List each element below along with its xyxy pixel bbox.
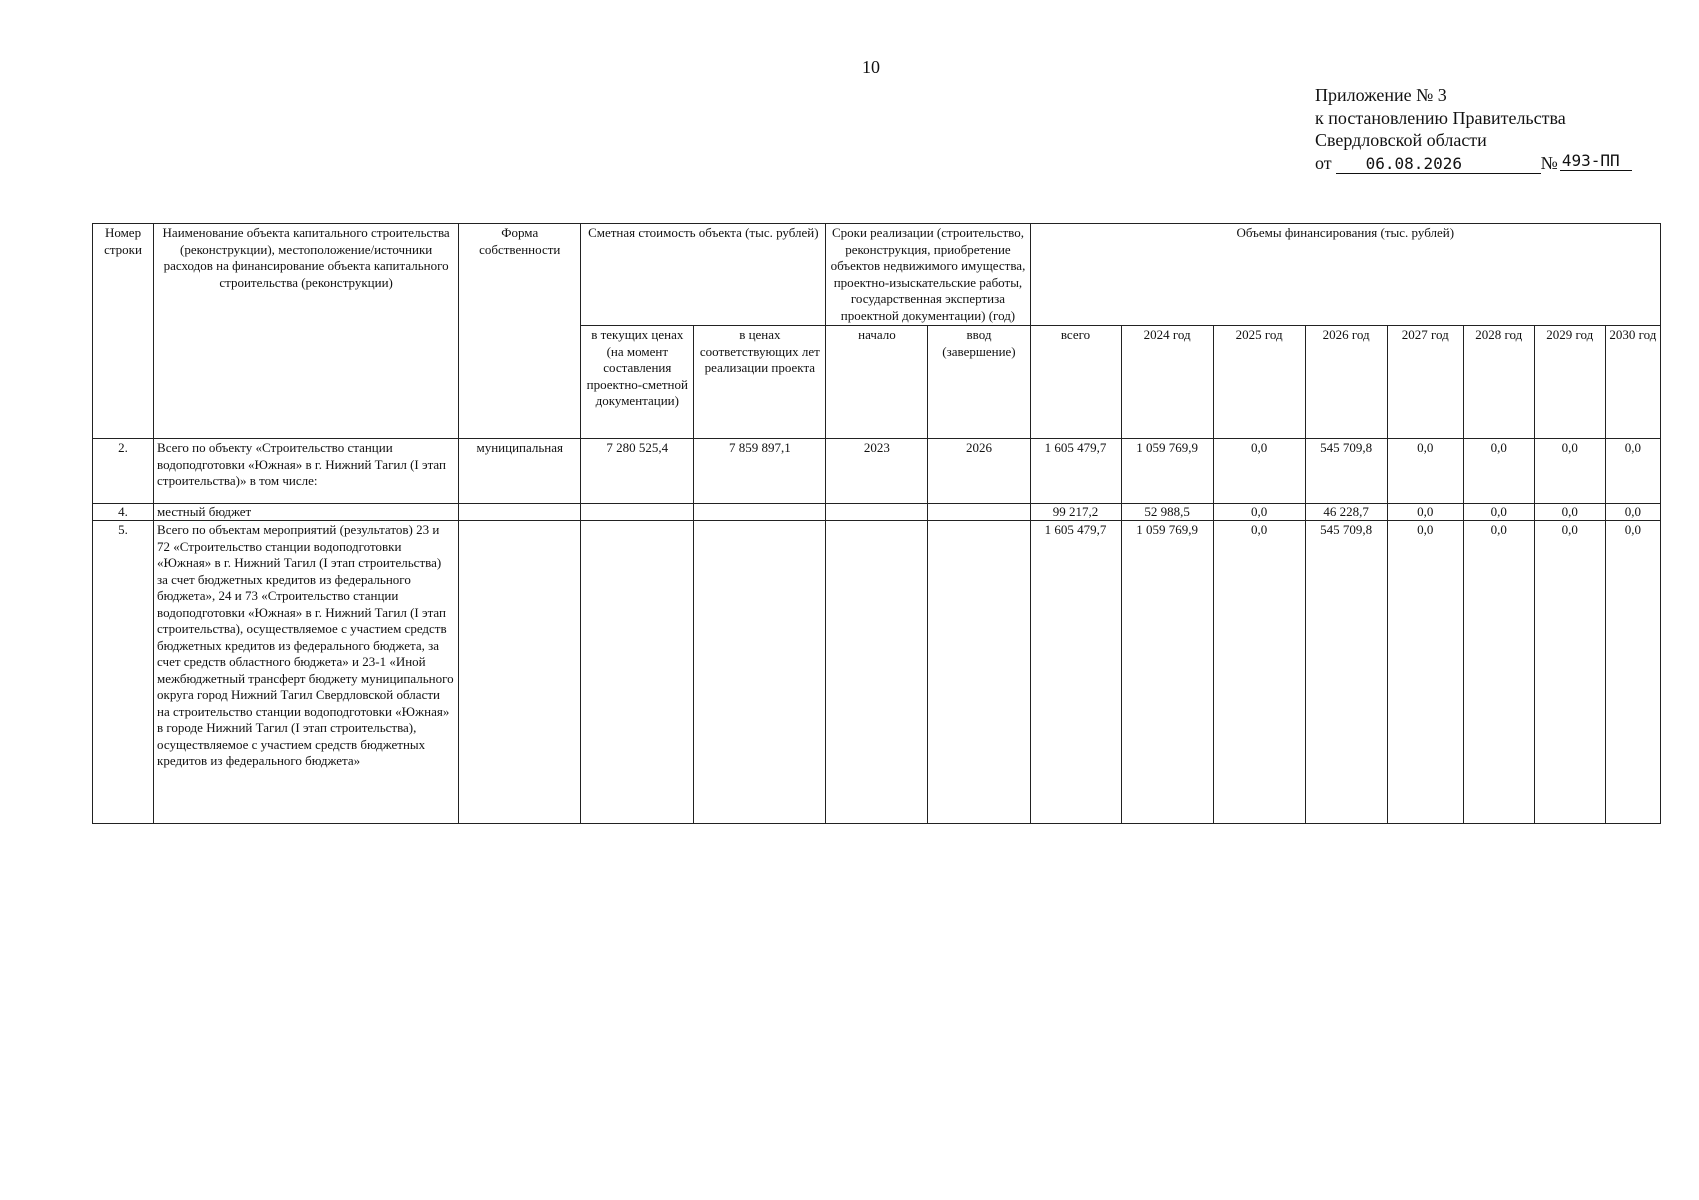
row-start <box>826 504 928 521</box>
row-cost-years: 7 859 897,1 <box>694 439 826 504</box>
header-funding: Объемы финансирования (тыс. рублей) <box>1030 224 1661 326</box>
header-total: всего <box>1030 326 1121 439</box>
header-cost: Сметная стоимость объекта (тыс. рублей) <box>581 224 826 326</box>
row-2026: 46 228,7 <box>1305 504 1387 521</box>
row-total: 1 605 479,7 <box>1030 521 1121 824</box>
appendix-title: Приложение № 3 <box>1315 85 1447 105</box>
header-year-2028: 2028 год <box>1463 326 1534 439</box>
appendix-block <box>1315 84 1632 174</box>
header-row-number: Номер строки <box>93 224 154 439</box>
appendix-signature-line <box>1315 152 1632 175</box>
header-year-2030: 2030 год <box>1605 326 1660 439</box>
row-2024: 52 988,5 <box>1121 504 1213 521</box>
header-row-main <box>93 224 1661 326</box>
row-2029: 0,0 <box>1534 504 1605 521</box>
row-total: 99 217,2 <box>1030 504 1121 521</box>
row-start: 2023 <box>826 439 928 504</box>
row-2030: 0,0 <box>1605 504 1660 521</box>
row-2028: 0,0 <box>1463 439 1534 504</box>
row-name: местный бюджет <box>154 504 459 521</box>
row-2027: 0,0 <box>1387 521 1463 824</box>
row-2027: 0,0 <box>1387 439 1463 504</box>
row-cost-years <box>694 504 826 521</box>
header-year-2029: 2029 год <box>1534 326 1605 439</box>
row-2028: 0,0 <box>1463 504 1534 521</box>
row-cost-current: 7 280 525,4 <box>581 439 694 504</box>
row-2030: 0,0 <box>1605 521 1660 824</box>
header-terms: Сроки реализации (строительство, реконструкция, приобретение объектов недвижимого имущества, проектно-изыскательские работы, государственная экспертиза проектной документации) (год) <box>826 224 1030 326</box>
row-ownership <box>459 504 581 521</box>
row-2029: 0,0 <box>1534 521 1605 824</box>
row-2025: 0,0 <box>1213 504 1305 521</box>
row-finish <box>928 521 1030 824</box>
row-2029: 0,0 <box>1534 439 1605 504</box>
row-number: 5. <box>93 521 154 824</box>
row-name: Всего по объектам мероприятий (результатов) 23 и 72 «Строительство станции водоподготовки «Южная» в г. Нижний Тагил (I этап строительства) за счет бюджетных кредитов из федерального бюджета», 24 и 73 «Строительство станции водоподготовки «Южная» в г. Нижний Тагил (I этап строительства), осуществляемое с участием средств бюджетных кредитов из федерального бюджета, за счет средств областного бюджета» и 23-1 «Иной межбюджетный трансферт бюджету муниципального округа город Нижний Тагил Свердловской области на строительство станции водоподготовки «Южная» в городе Нижний Тагил (I этап строительства), осуществляемое с участием средств бюджетных кредитов из федерального бюджета» <box>154 521 459 824</box>
page-number: 10 <box>862 57 880 77</box>
row-number: 4. <box>93 504 154 521</box>
row-ownership <box>459 521 581 824</box>
row-2024: 1 059 769,9 <box>1121 521 1213 824</box>
resolution-number: 493-ПП <box>1560 152 1632 171</box>
table-row <box>93 504 1661 521</box>
financing-table <box>92 223 1661 824</box>
row-2026: 545 709,8 <box>1305 521 1387 824</box>
row-2027: 0,0 <box>1387 504 1463 521</box>
header-year-2026: 2026 год <box>1305 326 1387 439</box>
row-2026: 545 709,8 <box>1305 439 1387 504</box>
header-object-name: Наименование объекта капитального строительства (реконструкции), местоположение/источники расходов на финансирование объекта капитального строительства (реконструкции) <box>154 224 459 439</box>
row-name: Всего по объекту «Строительство станции водоподготовки «Южная» в г. Нижний Тагил (I этап строительства)» в том числе: <box>154 439 459 504</box>
header-year-2024: 2024 год <box>1121 326 1213 439</box>
header-year-2025: 2025 год <box>1213 326 1305 439</box>
date-prefix: от <box>1315 152 1332 173</box>
header-finish: ввод (завершение) <box>928 326 1030 439</box>
row-2028: 0,0 <box>1463 521 1534 824</box>
header-cost-years: в ценах соответствующих лет реализации проекта <box>694 326 826 439</box>
row-finish: 2026 <box>928 439 1030 504</box>
table-row <box>93 439 1661 504</box>
number-prefix: № <box>1540 152 1558 173</box>
row-cost-current <box>581 504 694 521</box>
row-ownership: муниципальная <box>459 439 581 504</box>
resolution-date: 06.08.2026 <box>1336 155 1541 174</box>
row-2024: 1 059 769,9 <box>1121 439 1213 504</box>
appendix-line-region: Свердловской области <box>1315 130 1487 150</box>
table-row <box>93 521 1661 824</box>
row-2030: 0,0 <box>1605 439 1660 504</box>
appendix-line-resolution: к постановлению Правительства <box>1315 107 1566 128</box>
row-2025: 0,0 <box>1213 521 1305 824</box>
row-number: 2. <box>93 439 154 504</box>
row-total: 1 605 479,7 <box>1030 439 1121 504</box>
header-cost-current: в текущих ценах (на момент составления проектно-сметной документации) <box>581 326 694 439</box>
row-cost-years <box>694 521 826 824</box>
row-start <box>826 521 928 824</box>
row-finish <box>928 504 1030 521</box>
row-2025: 0,0 <box>1213 439 1305 504</box>
header-ownership: Форма собственности <box>459 224 581 439</box>
row-cost-current <box>581 521 694 824</box>
header-start: начало <box>826 326 928 439</box>
header-year-2027: 2027 год <box>1387 326 1463 439</box>
